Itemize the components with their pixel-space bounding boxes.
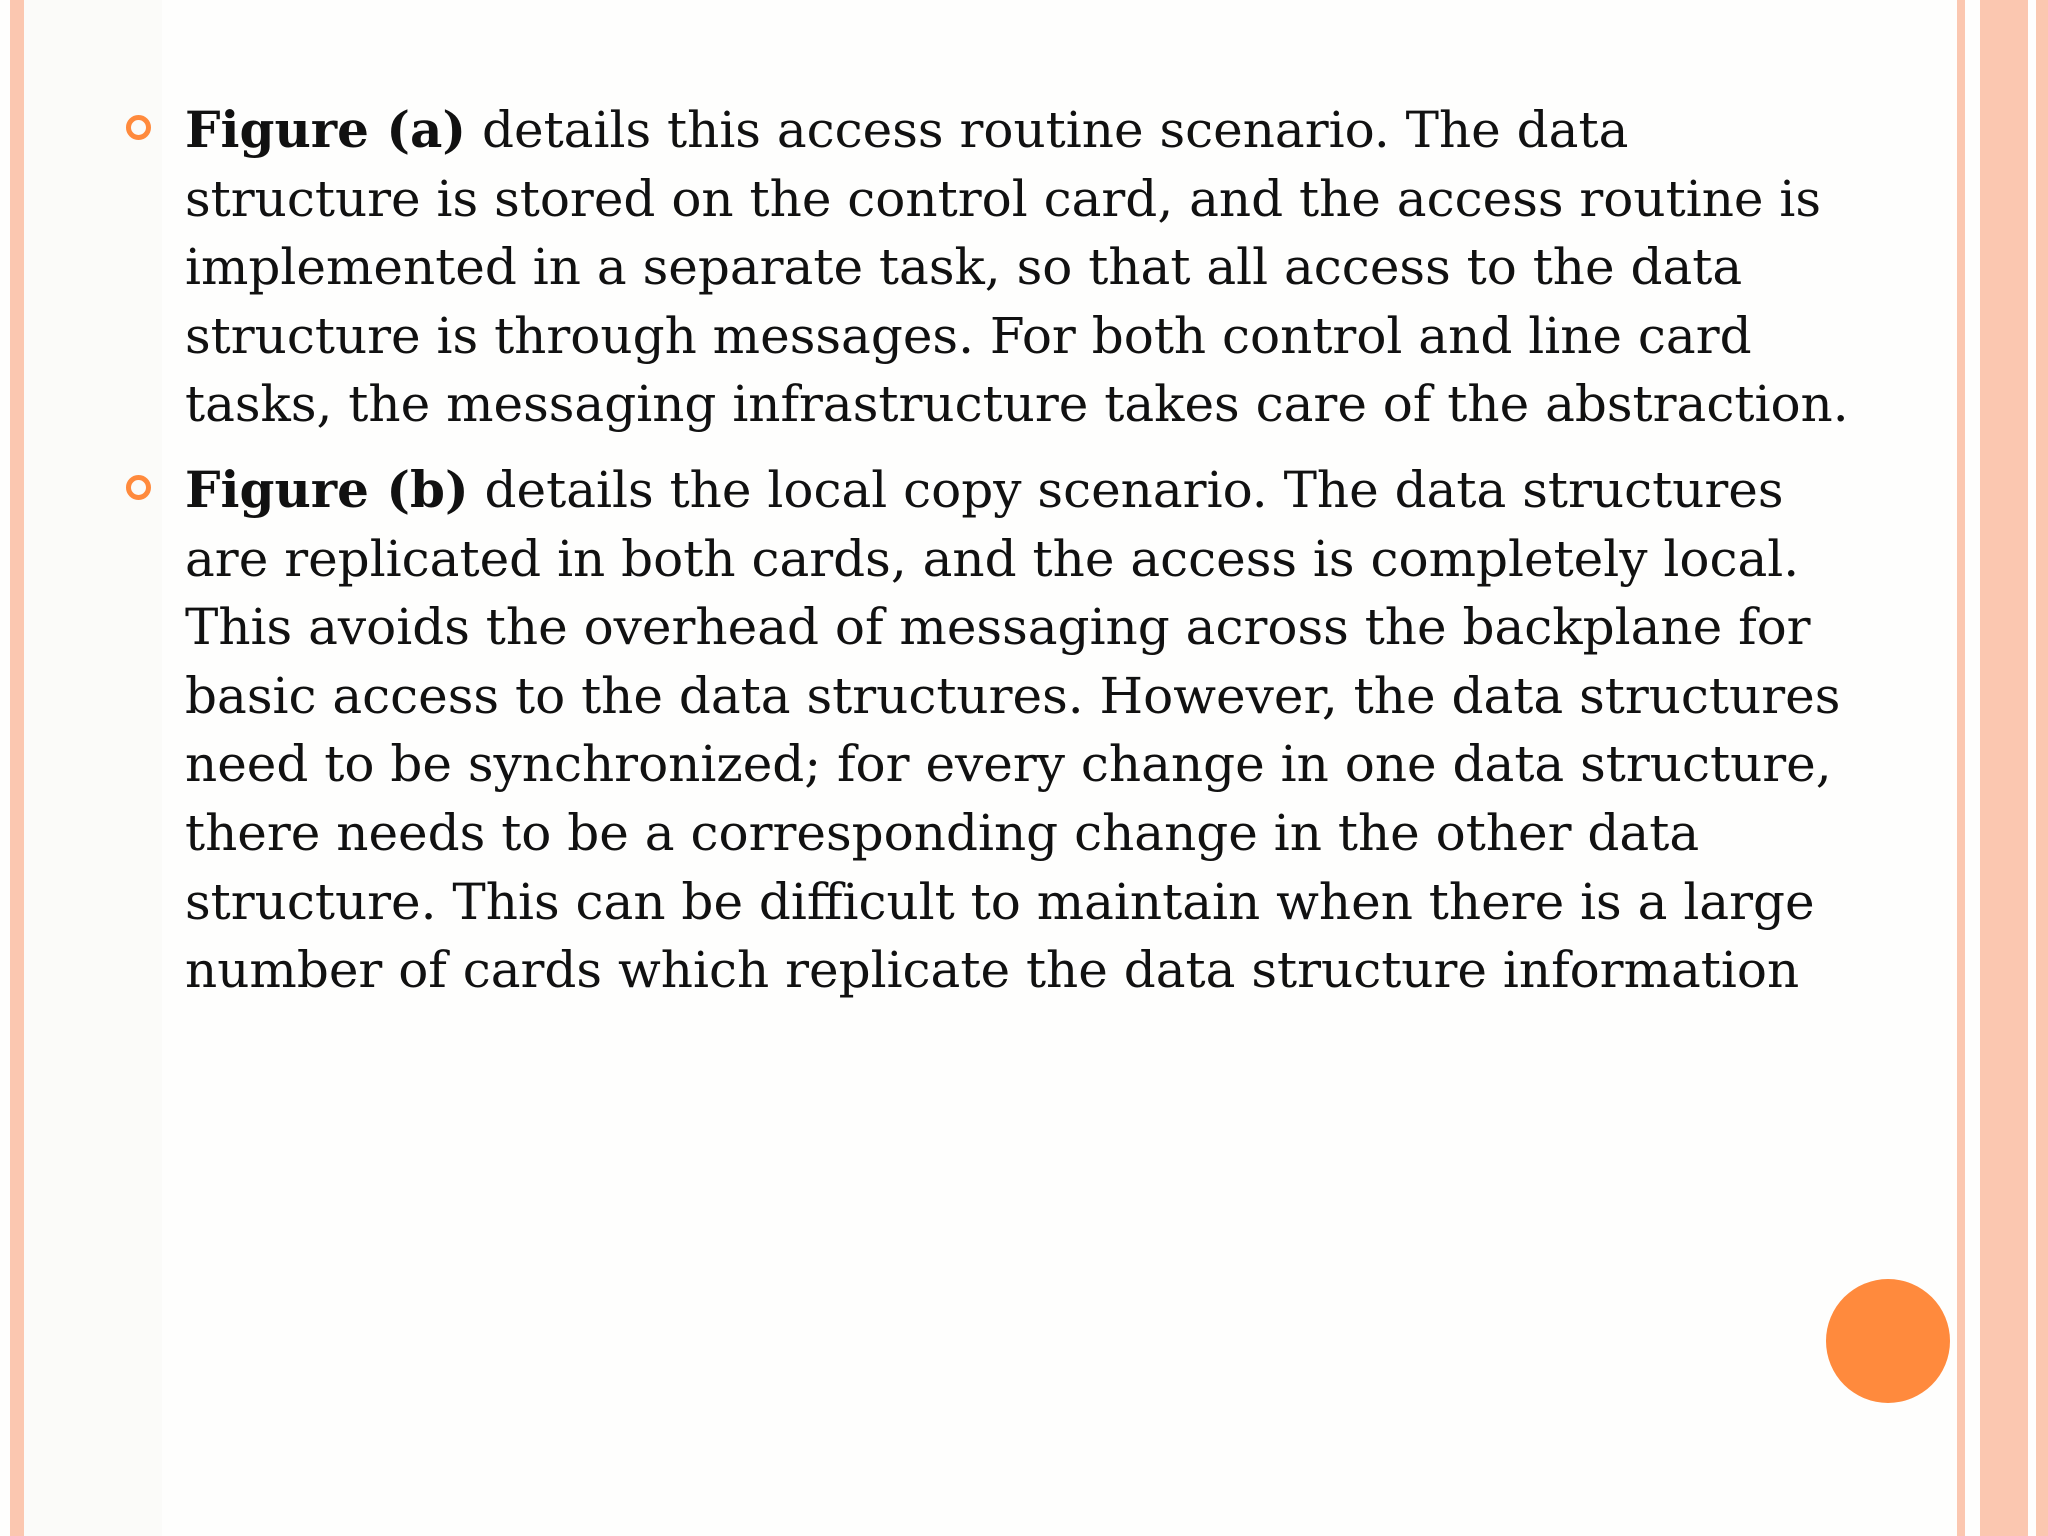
right-decorative-stripe-edge	[2036, 0, 2048, 1536]
bullet-text	[185, 456, 1920, 1005]
bullet-line: basic access to the data structures. However, the data structures	[185, 666, 1841, 725]
bullet-line: This avoids the overhead of messaging across the backplane for	[185, 598, 1811, 657]
bullet-text	[185, 96, 1920, 439]
right-decorative-stripe-wide	[1980, 0, 2028, 1536]
bullet-lead: Figure (a)	[185, 100, 467, 159]
bullet-figure-b	[120, 456, 1920, 1005]
circle-bullet-icon	[126, 475, 151, 500]
circle-bullet-icon	[126, 115, 151, 140]
bullet-line: are replicated in both cards, and the access is completely local.	[185, 529, 1800, 588]
bullet-line: there needs to be a corresponding change in the other data	[185, 803, 1700, 862]
slide-body	[120, 96, 1920, 1022]
bullet-line: tasks, the messaging infrastructure takes care of the abstraction.	[185, 375, 1849, 434]
bullet-line: implemented in a separate task, so that all access to the data	[185, 238, 1743, 297]
bullet-line: structure is stored on the control card, and the access routine is	[185, 169, 1822, 228]
bullet-line: Figure (b) details the local copy scenario. The data structures	[185, 459, 1784, 519]
bullet-figure-a	[120, 96, 1920, 439]
bullet-line: need to be synchronized; for every change in one data structure,	[185, 735, 1832, 794]
bullet-line: Figure (a) details this access routine scenario. The data	[185, 100, 1629, 159]
right-decorative-stripe-thin	[1957, 0, 1965, 1536]
bullet-line: structure. This can be difficult to maintain when there is a large	[185, 872, 1815, 931]
bullet-lead: Figure (b)	[185, 459, 469, 519]
left-decorative-stripe	[10, 0, 24, 1536]
bullet-line: structure is through messages. For both control and line card	[185, 306, 1752, 365]
bullet-line: number of cards which replicate the data structure information	[185, 941, 1800, 1000]
orange-circle-decoration	[1826, 1279, 1950, 1403]
